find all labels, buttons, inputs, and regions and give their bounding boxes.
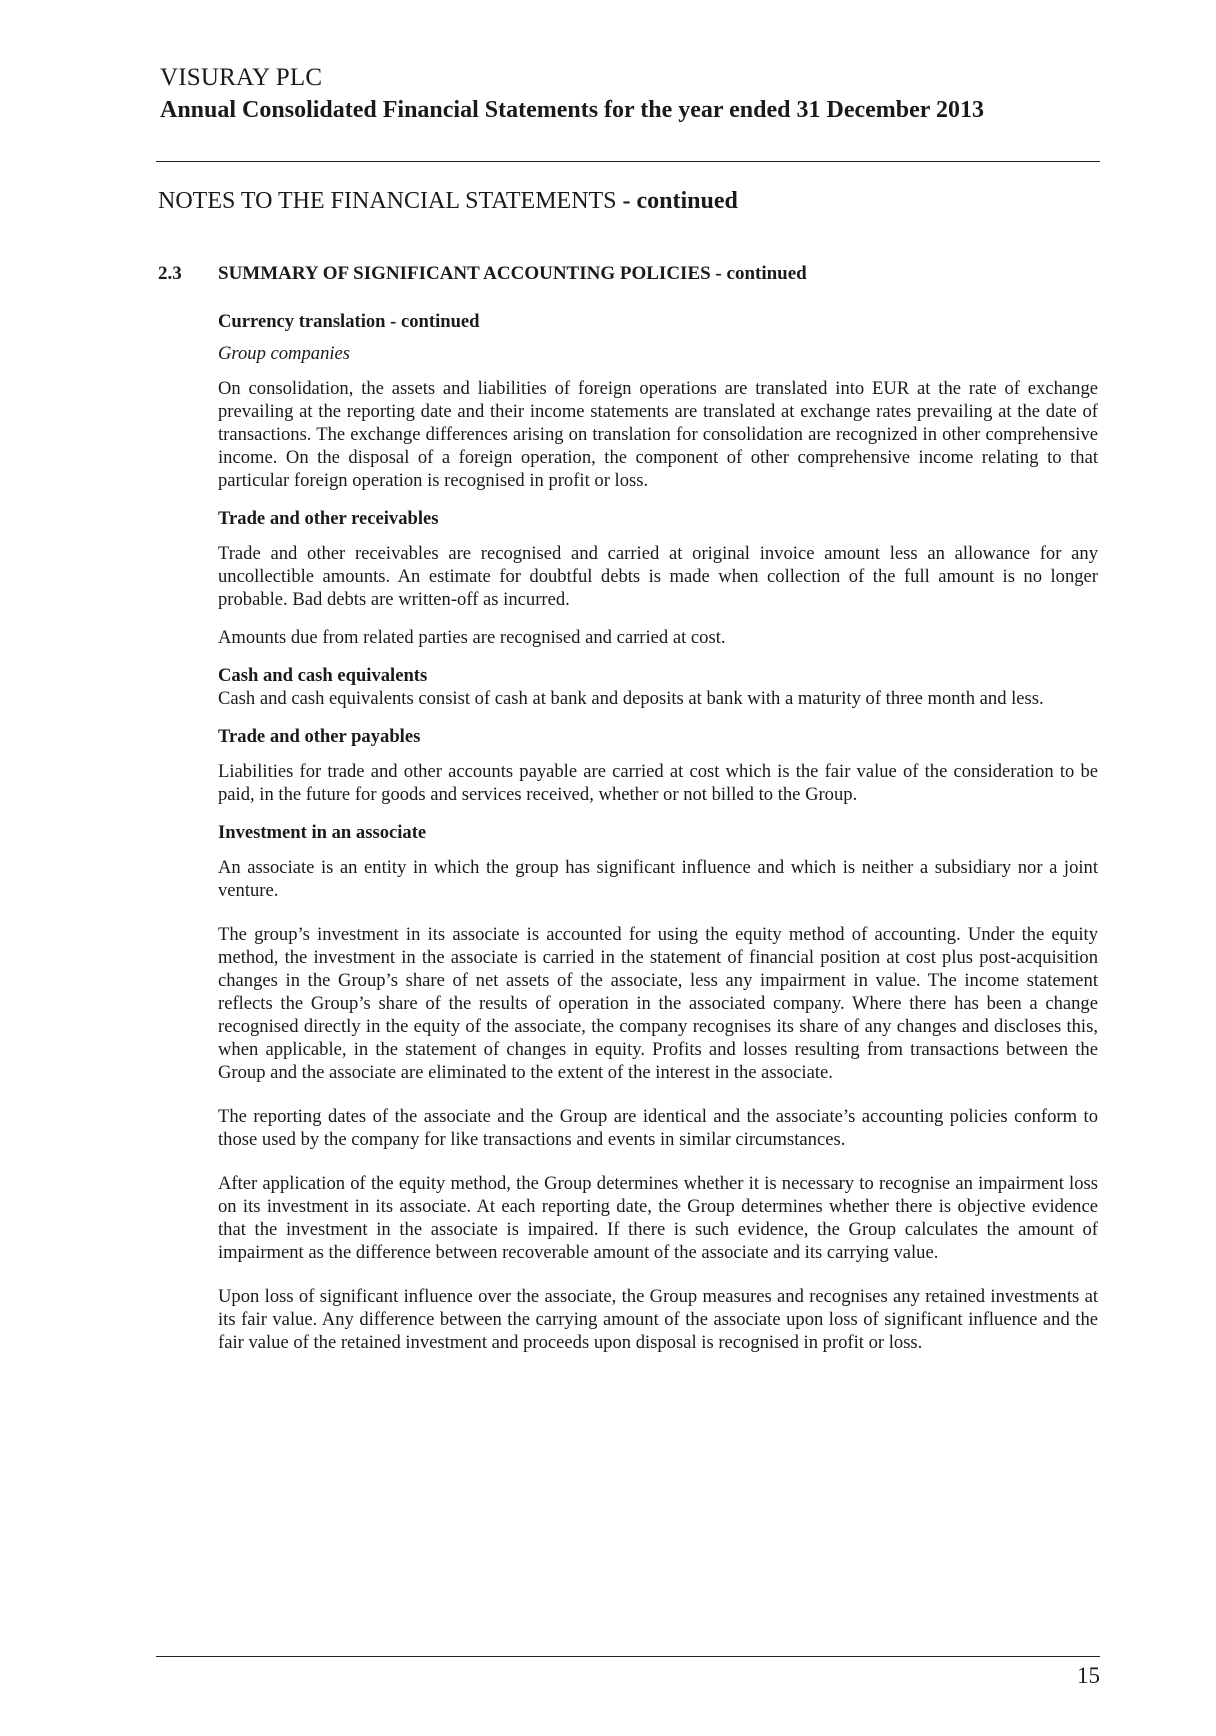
receivables-heading: Trade and other receivables (218, 508, 439, 529)
associate-paragraph-5: Upon loss of significant influence over the associate, the Group measures and recognises any retained investments at its fair value. Any difference between the carrying amount of the associate upon loss of significant influence and the fair value of the retained investment and proceeds upon disposal is recognised in profit or loss. (218, 1286, 1098, 1353)
notes-heading (158, 188, 738, 215)
associate-heading: Investment in an associate (218, 822, 427, 843)
header-divider (156, 161, 1100, 162)
document-title: Annual Consolidated Financial Statements for the year ended 31 December 2013 (160, 97, 984, 123)
group-companies-subheading: Group companies (218, 343, 351, 364)
company-name: VISURAY PLC (160, 64, 323, 91)
section-title: SUMMARY OF SIGNIFICANT ACCOUNTING POLICIES - continued (218, 263, 807, 284)
cash-paragraph: Cash and cash equivalents consist of cash at bank and deposits at bank with a maturity of three month and less. (218, 688, 1044, 709)
associate-paragraph-1: An associate is an entity in which the group has significant influence and which is neither a subsidiary nor a joint venture. (218, 857, 1098, 901)
page-number: 15 (1077, 1663, 1100, 1688)
notes-heading-main: NOTES TO THE FINANCIAL STATEMENTS (158, 188, 617, 214)
currency-heading: Currency translation - continued (218, 311, 480, 332)
associate-paragraph-4: After application of the equity method, the Group determines whether it is necessary to recognise an impairment loss on its investment in its associate. At each reporting date, the Group determines whether there is objective evidence that the investment in the associate is impaired. If there is such evidence, the Group calculates the amount of impairment as the difference between recoverable amount of the associate and its carrying value. (218, 1173, 1098, 1263)
footer-divider (156, 1656, 1100, 1657)
cash-heading: Cash and cash equivalents (218, 665, 428, 686)
associate-paragraph-3: The reporting dates of the associate and the Group are identical and the associate’s accounting policies conform to those used by the company for like transactions and events in similar circumstances. (218, 1106, 1098, 1150)
receivables-paragraph-1: Trade and other receivables are recognised and carried at original invoice amount less an allowance for any uncollectible amounts. An estimate for doubtful debts is made when collection of the full amount is no longer probable. Bad debts are written-off as incurred. (218, 543, 1098, 610)
section-number: 2.3 (158, 263, 182, 284)
currency-paragraph: On consolidation, the assets and liabilities of foreign operations are translated into EUR at the rate of exchange prevailing at the reporting date and their income statements are translated at exchange rates prevailing at the date of transactions. The exchange differences arising on translation for consolidation are recognized in other comprehensive income. On the disposal of a foreign operation, the component of other comprehensive income relating to that particular foreign operation is recognised in profit or loss. (218, 378, 1098, 491)
payables-paragraph: Liabilities for trade and other accounts payable are carried at cost which is the fair value of the consideration to be paid, in the future for goods and services received, whether or not billed to the Group. (218, 761, 1098, 805)
receivables-paragraph-2: Amounts due from related parties are recognised and carried at cost. (218, 627, 726, 648)
section-content (218, 310, 1098, 1354)
associate-paragraph-2: The group’s investment in its associate is accounted for using the equity method of accounting. Under the equity method, the investment in the associate is carried in the statement of financial position at cost plus post-acquisition changes in the Group’s share of net assets of the associate, less any impairment in value. The income statement reflects the Group’s share of the results of operation in the associated company. Where there has been a change recognised directly in the equity of the associate, the company recognises its share of any changes and discloses this, when applicable, in the statement of changes in equity. Profits and losses resulting from transactions between the Group and the associate are eliminated to the extent of the interest in the associate. (218, 924, 1098, 1083)
payables-heading: Trade and other payables (218, 726, 421, 747)
notes-heading-suffix: - continued (622, 188, 738, 214)
